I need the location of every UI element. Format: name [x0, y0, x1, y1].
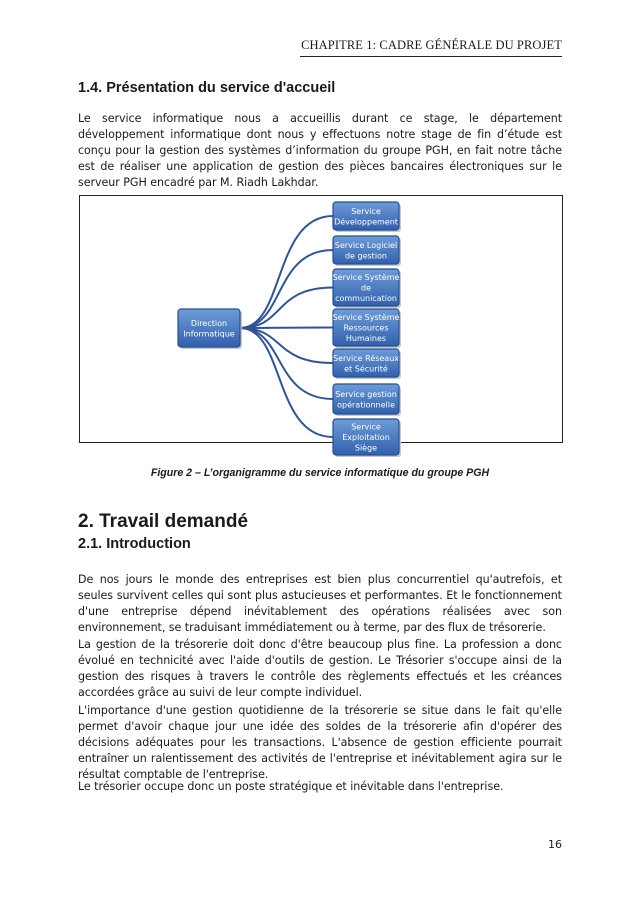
subsection-title-2-1: 2.1. Introduction [78, 536, 191, 552]
node-service-1-label-line: Développement [334, 217, 398, 227]
node-service-3 [333, 269, 401, 308]
node-service-7 [333, 419, 401, 457]
node-service-3-label-line: Service Système [332, 273, 400, 282]
node-service-7-label-line: Siège [354, 443, 378, 453]
node-service-5-label-line: Service Réseaux [332, 353, 400, 363]
connector-4 [240, 328, 333, 329]
node-service-1 [333, 202, 401, 232]
figure-caption: Figure 2 – L’organigramme du service informatique du groupe PGH [150, 467, 490, 479]
section-1-4-paragraph: Le service informatique nous a accueillis durant ce stage, le département développement informatique dont nous y effectuons notre stage de fin d’étude est conçu pour la gestion des systèmes d’information du groupe PGH, en fait notre tâche est de réaliser une application de gestion des pièces bancaires électroniques sur le serveur PGH encadré par M. Riadh Lakhdar. [78, 112, 562, 190]
intro-paragraph-2: La gestion de la trésorerie doit donc d'être beaucoup plus fine. La profession a donc évolué en technicité avec l'aide d'outils de gestion. Le Trésorier s'occupe ainsi de la gestion des risques à travers le contrôle des règlements effectués et les créances accordées grâce au suivi de leur compte individuel. [78, 638, 562, 700]
connector-3 [240, 288, 333, 329]
section-title-2: 2. Travail demandé [78, 511, 249, 532]
connector-1 [240, 216, 333, 328]
node-service-6 [333, 384, 401, 416]
org-chart [80, 196, 562, 453]
intro-paragraph-3: L'importance d'une gestion quotidienne de la trésorerie se situe dans le fait qu'elle permet d'avoir chaque jour une idée des soldes de la trésorerie afin d'opérer des décisions adéquates pour les transactions. L'absence de gestion efficiente pourrait entraîner un ralentissement des activités de l'entreprise et inévitablement agira sur le résultat comptable de l'entreprise. [78, 704, 562, 782]
node-service-2-label-line: de gestion [344, 251, 388, 261]
section-title-1-4: 1.4. Présentation du service d'accueil [78, 80, 336, 96]
node-service-7-label-line: Exploitation [342, 433, 390, 442]
node-service-4 [333, 309, 401, 348]
intro-paragraph-4: Le trésorier occupe donc un poste stratégique et inévitable dans l'entreprise. [78, 780, 504, 793]
node-service-1-label-line: Service [351, 206, 381, 216]
node-direction-informatique-label-line: Informatique [183, 329, 235, 339]
node-service-3-label-line: de [361, 283, 371, 293]
node-direction-informatique-label-line: Direction [190, 318, 228, 328]
org-chart-connectors [240, 216, 333, 437]
page-number: 16 [548, 838, 562, 851]
node-service-4-label-line: Service Système [332, 313, 400, 322]
node-service-5-label-line: et Sécurité [344, 364, 388, 374]
org-chart-nodes [178, 202, 401, 457]
node-service-2-label-line: Service Logiciel [334, 240, 398, 250]
node-service-4-label-line: Humaines [345, 334, 387, 343]
node-service-6-label-line: opérationnelle [337, 400, 395, 410]
connector-6 [240, 328, 333, 399]
org-chart-figure [79, 195, 563, 453]
node-service-6-label-line: Service gestion [335, 389, 397, 399]
node-service-4-label-line: Ressources [343, 323, 389, 333]
node-service-5 [333, 349, 401, 379]
intro-paragraph-1: De nos jours le monde des entreprises est bien plus concurrentiel qu'autrefois, et seules survivent celles qui sont plus astucieuses et performantes. Et le fonctionnement d'une entreprise dépend inévitablement des opérations réalisées avec son environnement, se traduisant immédiatement ou à terme, par des flux de trésorerie. [78, 573, 562, 635]
node-direction-informatique [178, 309, 242, 349]
connector-7 [240, 328, 333, 437]
node-service-2 [333, 236, 401, 266]
chapter-header: CHAPITRE 1: CADRE GÉNÉRALE DU PROJET [300, 38, 562, 57]
node-service-7-label-line: Service [351, 422, 381, 432]
node-service-3-label-line: communication [335, 294, 397, 303]
